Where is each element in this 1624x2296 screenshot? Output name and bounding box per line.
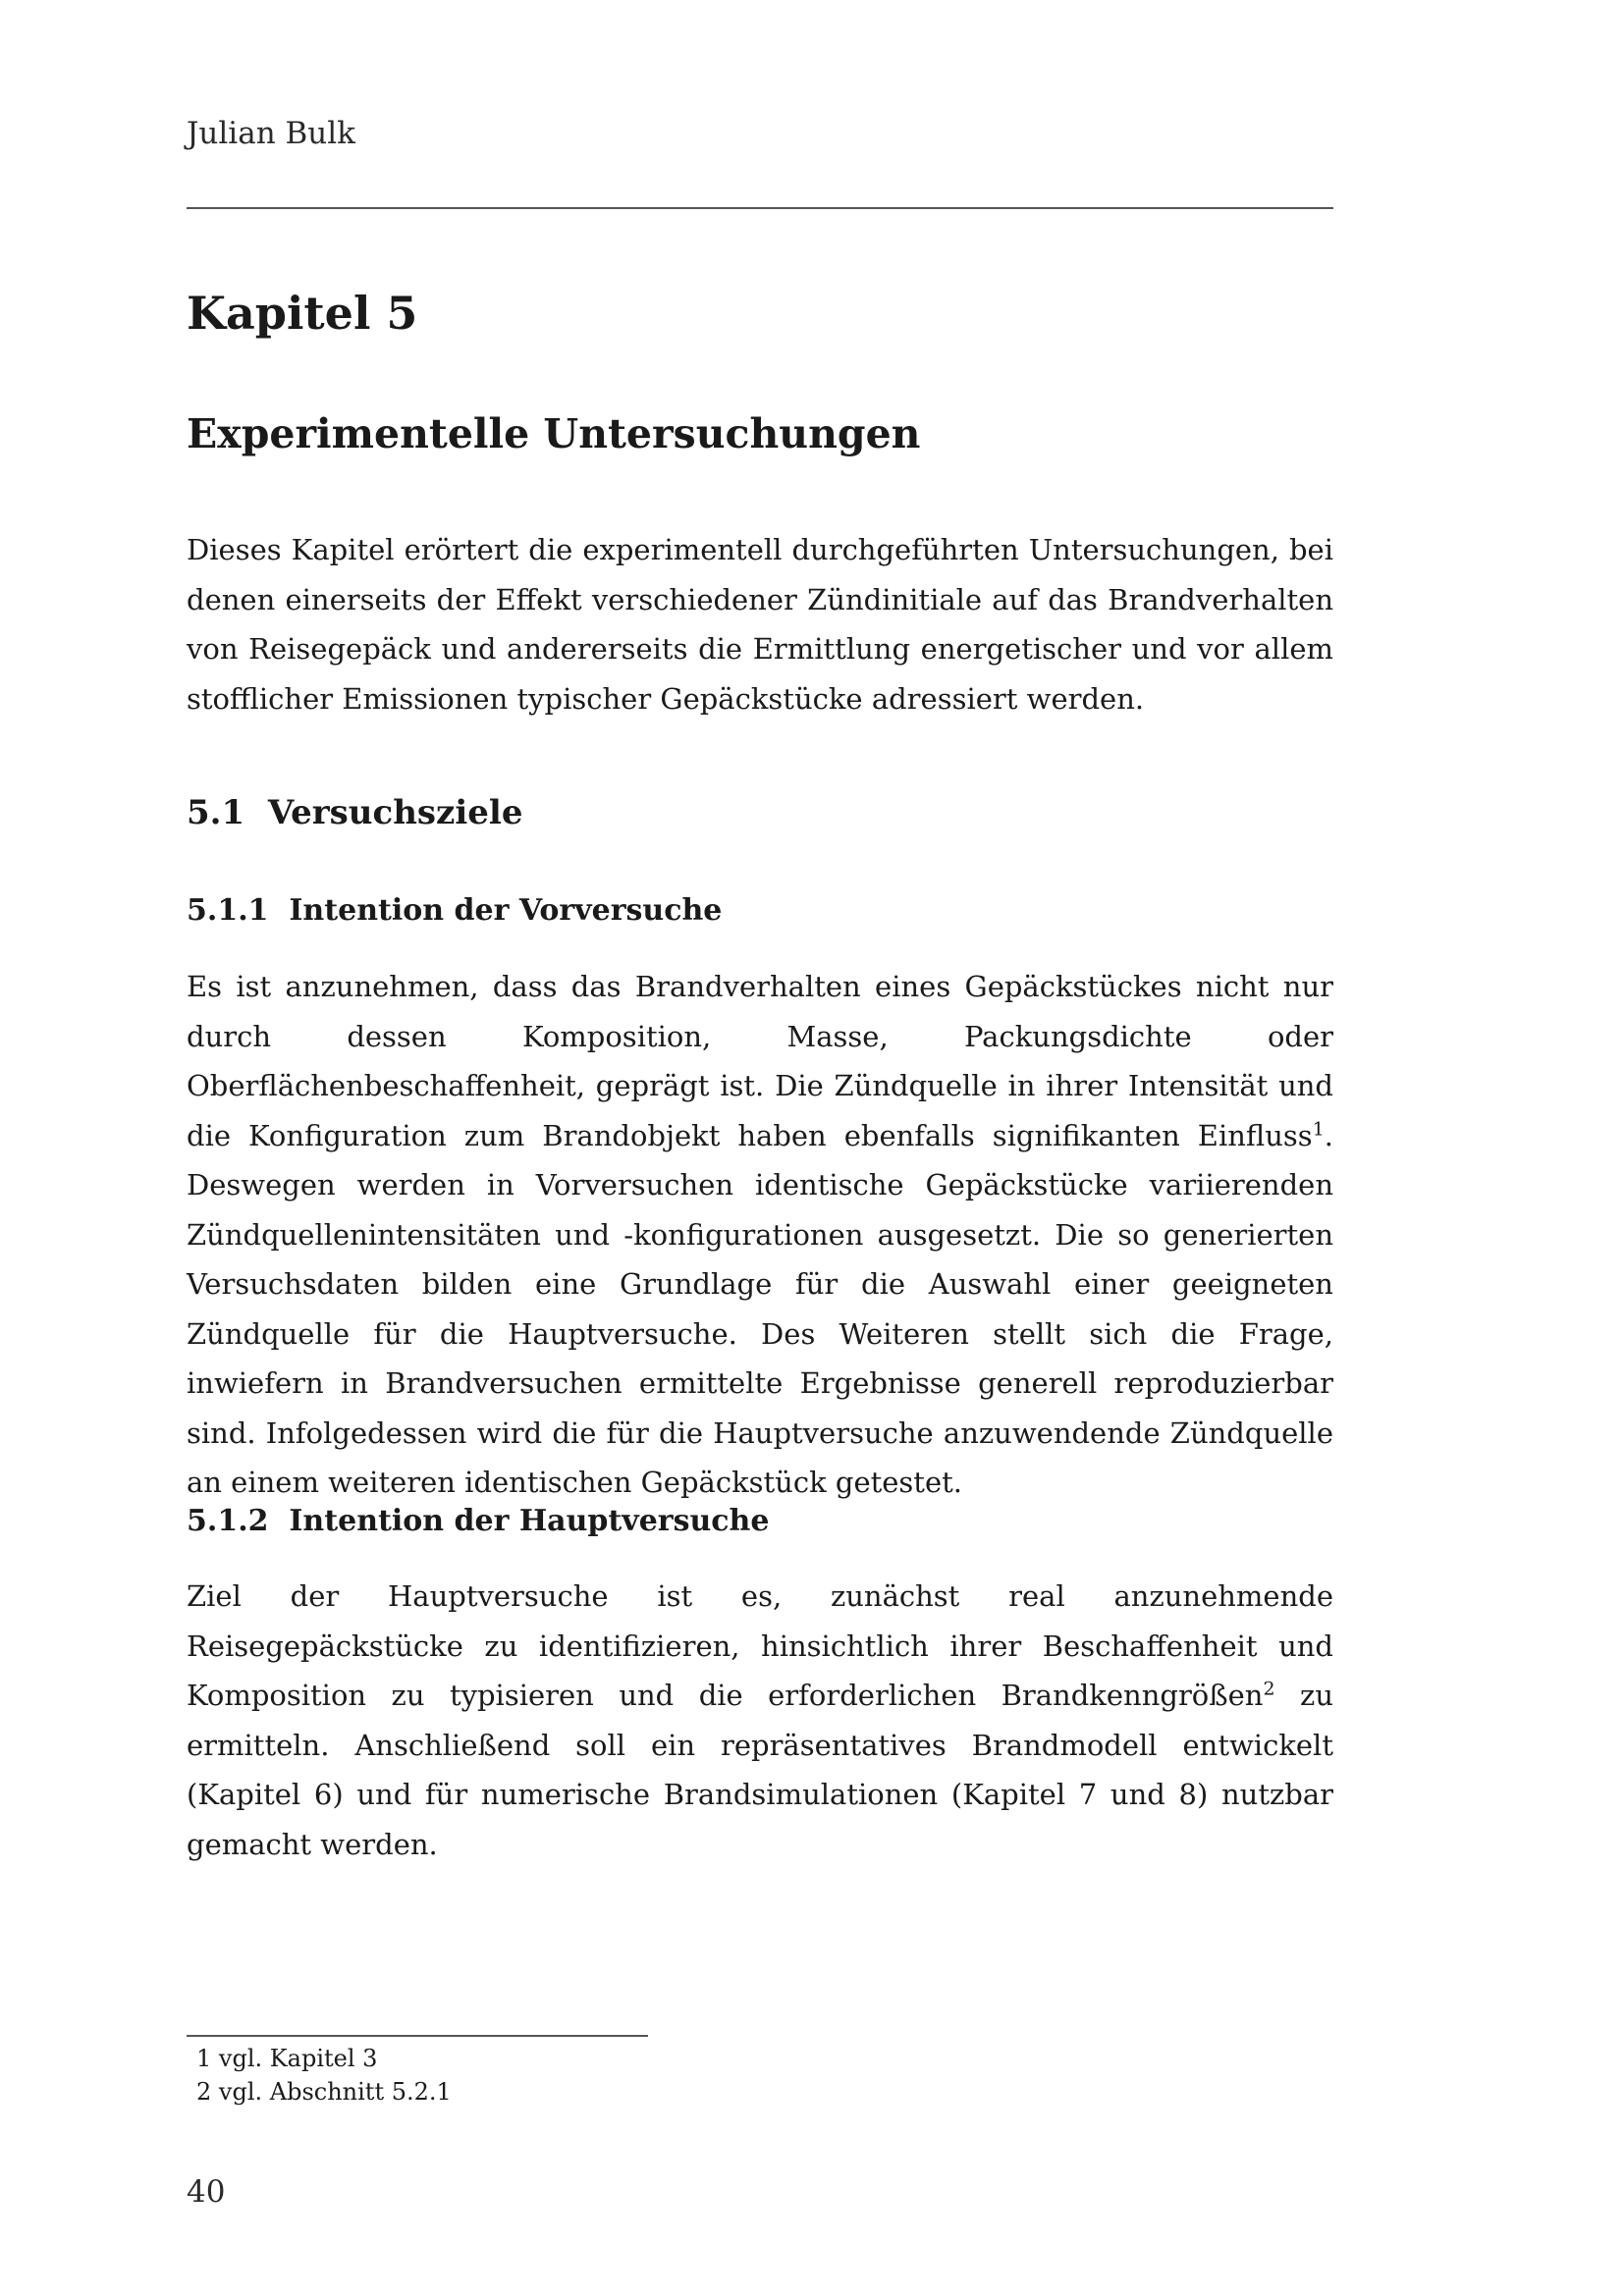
footnote-2: 2 vgl. Abschnitt 5.2.1 — [196, 2078, 452, 2106]
running-header-author: Julian Bulk — [187, 116, 355, 151]
footnote-1: 1 vgl. Kapitel 3 — [196, 2045, 378, 2072]
hauptversuche-text-part-1: Ziel der Hauptversuche ist es, zunächst real anzunehmende Reisegepäckstücke zu identifizieren, hinsichtlich ihrer Beschaffenheit und Komposition zu typisieren und die erforderlichen Brandkenngrößen — [187, 1579, 1333, 1712]
footnote-ref-1: 1 — [1312, 1117, 1325, 1140]
chapter-label: Kapitel 5 — [187, 287, 418, 340]
vorversuche-paragraph — [187, 962, 1333, 1508]
footnote-list — [196, 2042, 452, 2109]
hauptversuche-paragraph — [187, 1572, 1333, 1869]
footnote-divider — [187, 2035, 648, 2037]
hauptversuche-text-part-2: zu ermitteln. Anschließend soll ein repräsentatives Brandmodell entwickelt (Kapitel 6) und für numerische Brandsimulationen (Kapitel 7 und 8) nutzbar gemacht werden. — [187, 1679, 1333, 1861]
chapter-title: Experimentelle Untersuchungen — [187, 410, 921, 457]
chapter-intro-paragraph: Dieses Kapitel erörtert die experimentell durchgeführten Untersuchungen, bei denen einerseits der Effekt verschiedener Zündinitiale auf das Brandverhalten von Reisegepäck und andererseits die Ermittlung energetischer und vor allem stofflicher Emissionen typischer Gepäckstücke adressiert werden. — [187, 533, 1333, 716]
subsection-heading-vorversuche: 5.1.1 Intention der Vorversuche — [187, 893, 723, 928]
section-heading: 5.1 Versuchsziele — [187, 793, 523, 832]
subsection-heading-hauptversuche: 5.1.2 Intention der Hauptversuche — [187, 1504, 770, 1538]
vorversuche-text-part-1: Es ist anzunehmen, dass das Brandverhalten eines Gepäckstückes nicht nur durch dessen Komposition, Masse, Packungsdichte oder Oberflächenbeschaffenheit, geprägt ist. Die Zündquelle in ihrer Intensität und die Konfiguration zum Brandobjekt haben ebenfalls signifikanten Einfluss — [187, 970, 1333, 1152]
header-divider — [187, 207, 1333, 209]
page-number: 40 — [187, 2174, 226, 2210]
vorversuche-text-part-2: . Deswegen werden in Vorversuchen identische Gepäckstücke variierenden Zündquellenintensitäten und -konfigurationen ausgesetzt. Die so generierten Versuchsdaten bilden eine Grundlage für die Auswahl einer geeigneten Zündquelle für die Hauptversuche. Des Weiteren stellt sich die Frage, inwiefern in Brandversuchen ermittelte Ergebnisse generell reproduzierbar sind. Infolgedessen wird die für die Hauptversuche anzuwendende Zündquelle an einem weiteren identischen Gepäckstück getestet. — [187, 1118, 1333, 1499]
footnote-ref-2: 2 — [1263, 1678, 1275, 1700]
